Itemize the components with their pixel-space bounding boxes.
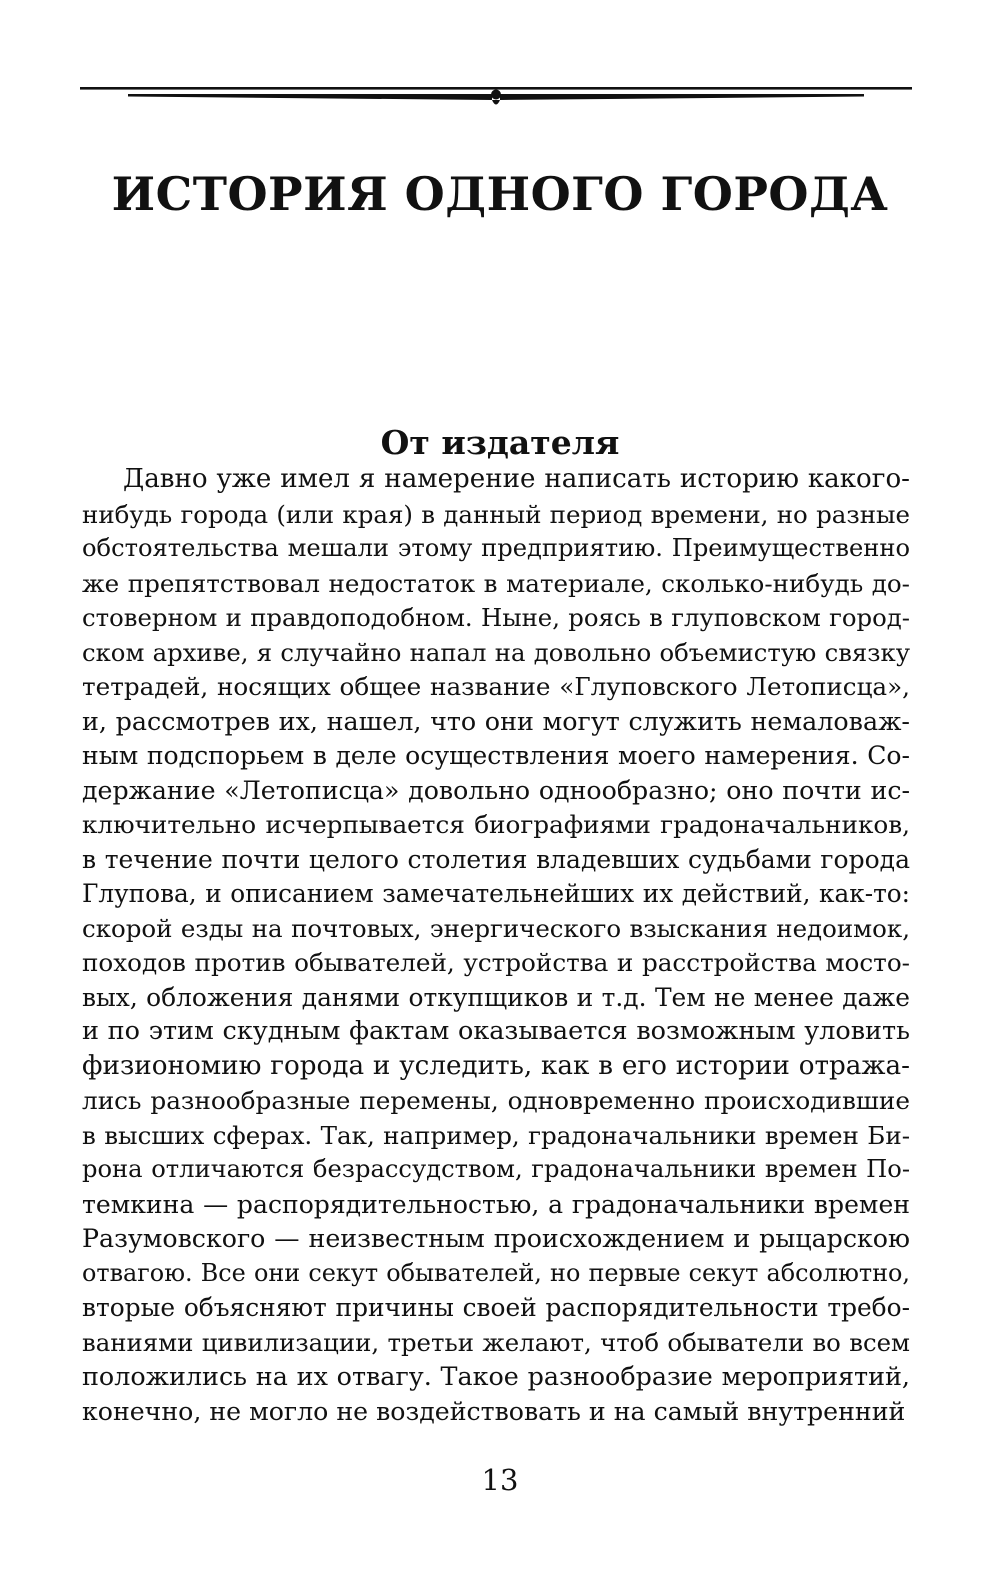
text-line: и по этим скудным фактам оказывается возможным уловить — [82, 1016, 910, 1046]
text-line: ском архиве, я случайно напал на довольно объемистую связку — [82, 637, 910, 667]
text-line: тетрадей, носящих общее название «Глуповского Летописца», — [82, 672, 910, 701]
text-line: рона отличаются безрассудством, градоначальники времен По- — [82, 1155, 910, 1183]
text-line: же препятствовал недостаток в материале, сколько-нибудь до- — [82, 568, 910, 598]
text-line: нибудь города (или края) в данный период времени, но разные — [82, 499, 910, 529]
section-heading: От издателя — [380, 423, 620, 463]
text-line: конечно, не могло не воздействовать и на самый внутренний — [82, 1396, 906, 1426]
text-line: обстоятельства мешали этому предприятию. Преимущественно — [82, 534, 910, 562]
text-line: Разумовского — неизвестным происхождением и рыцарскою — [82, 1224, 910, 1253]
text-line: походов против обывателей, устройства и расстройства мосто- — [82, 948, 910, 977]
book-title: ИСТОРИЯ ОДНОГО ГОРОДА — [111, 166, 889, 221]
text-line: и, рассмотрев их, нашел, что они могут служить немаловаж- — [82, 705, 910, 736]
page-number: 13 — [481, 1463, 519, 1497]
text-line: скорой езды на почтовых, энергического взыскания недоимок, — [82, 913, 910, 943]
text-line: стоверном и правдоподобном. Ныне, роясь в глуповском город- — [82, 603, 910, 632]
text-line: в высших сферах. Так, например, градоначальники времен Би- — [82, 1120, 910, 1150]
text-line: Давно уже имел я намерение написать историю какого- — [123, 464, 910, 494]
text-line: Глупова, и описанием замечательнейших их действий, как-то: — [82, 879, 910, 908]
text-line: физиономию города и уследить, как в его истории отража- — [82, 1050, 910, 1081]
text-line: положились на их отвагу. Такое разнообразие мероприятий, — [82, 1361, 910, 1391]
text-line: в течение почти целого столетия владевших судьбами города — [82, 844, 910, 874]
text-line: ным подспорьем в деле осуществления моего намерения. Со- — [82, 741, 910, 770]
text-line: держание «Летописца» довольно однообразно; оно почти ис- — [82, 775, 910, 805]
text-line: лись разнообразные перемены, одновременно происходившие — [82, 1086, 910, 1115]
text-line: ключительно исчерпывается биографиями градоначальников, — [82, 810, 910, 839]
text-line: темкина — распорядительностью, а градоначальники времен — [82, 1189, 910, 1219]
text-line: вых, обложения данями откупщиков и т.д. Тем не менее даже — [82, 982, 910, 1012]
ornamental-rule — [80, 84, 912, 110]
text-line: отвагою. Все они секут обывателей, но первые секут абсолютно, — [82, 1258, 910, 1287]
text-line: ваниями цивилизации, третьи желают, чтоб обыватели во всем — [82, 1327, 910, 1357]
text-line: вторые объясняют причины своей распорядительности требо- — [82, 1293, 910, 1322]
